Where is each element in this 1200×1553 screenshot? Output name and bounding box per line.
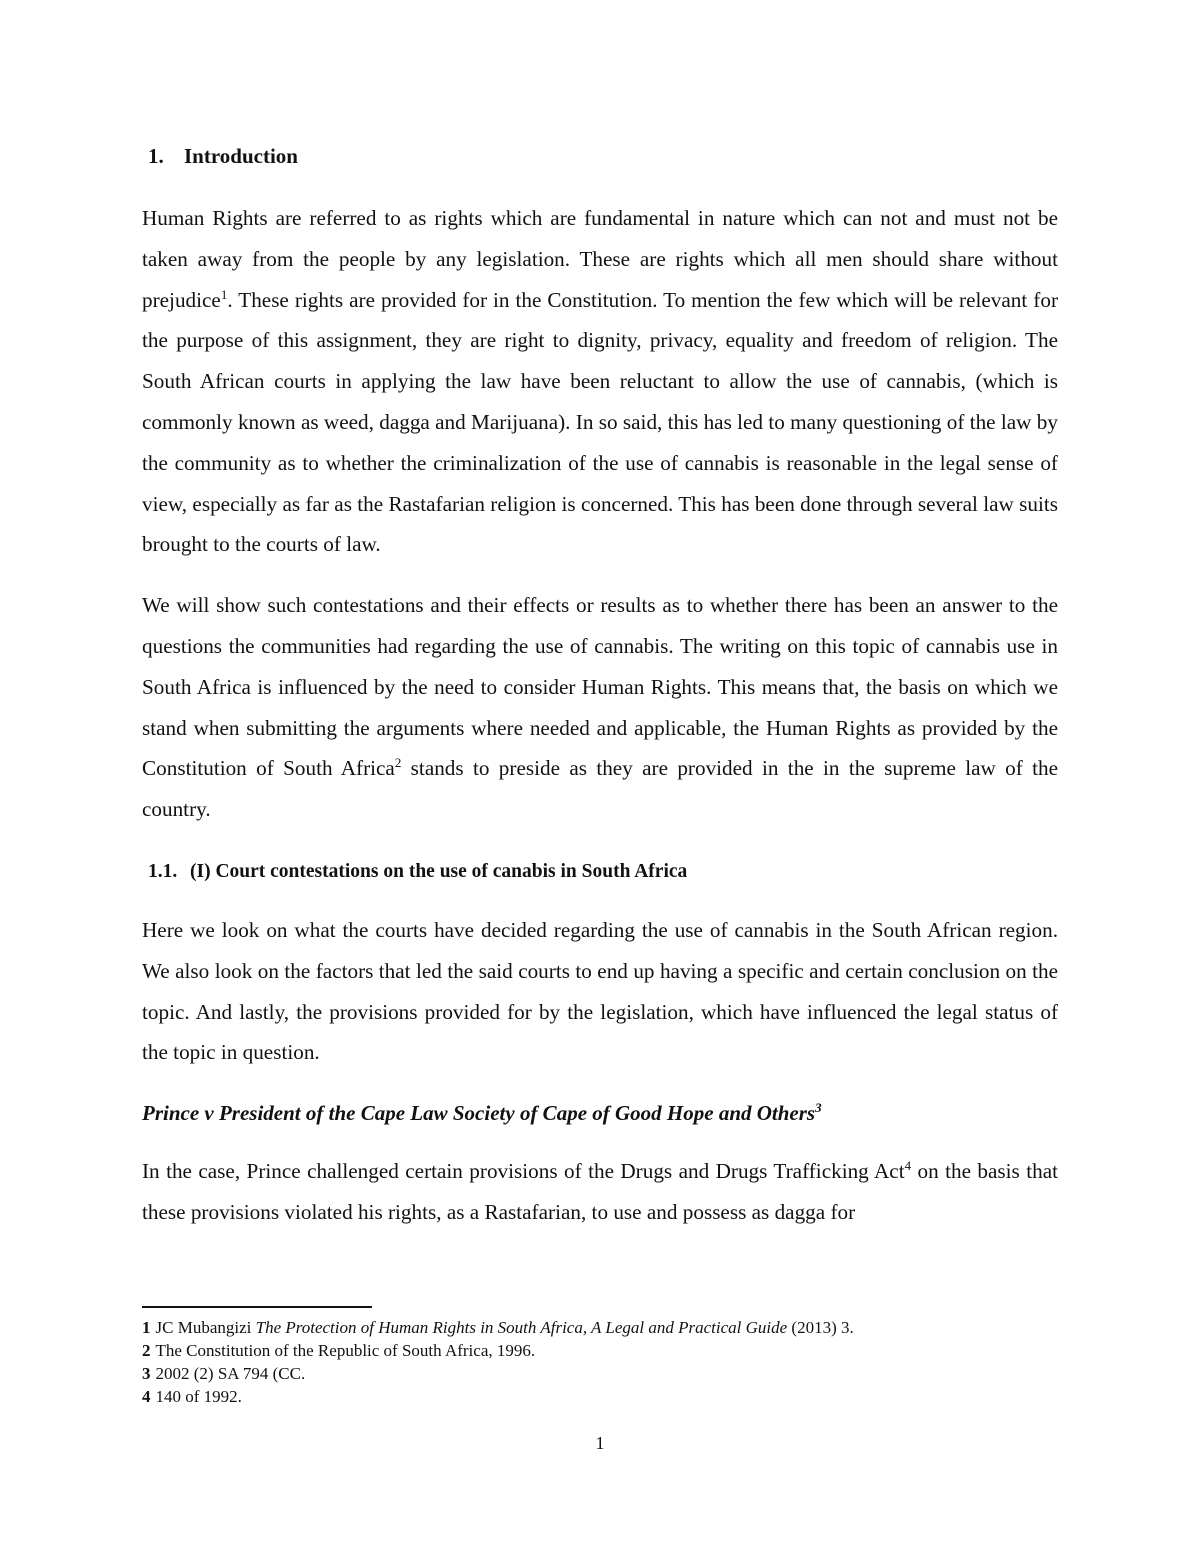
footnote-ref-2[interactable]: 2 bbox=[394, 755, 402, 771]
footnotes bbox=[142, 1306, 1058, 1408]
second-paragraph bbox=[142, 585, 1058, 830]
footnote-4 bbox=[142, 1385, 1058, 1408]
footnote-separator bbox=[142, 1306, 372, 1308]
footnote-text-end: (2013) 3. bbox=[787, 1318, 854, 1337]
subsection-number: 1.1. bbox=[148, 860, 178, 882]
third-paragraph: Here we look on what the courts have decided regarding the use of cannabis in the South African region. We also look on the factors that led the said courts to end up having a specific and certain conclusion on the topic. And lastly, the provisions provided for by the legislation, which have influenced the legal status of the topic in question. bbox=[142, 917, 1058, 1065]
intro-text-part2: . These rights are provided for in the Constitution. To mention the few which will be relevant for the purpose of this assignment, they are right to dignity, privacy, equality and freedom of religion. The South African courts in applying the law have been reluctant to allow the use of cannabis, (which is commonly known as weed, dagga and Marijuana). In so said, this has led to many questioning of the law by the community as to whether the criminalization of the use of cannabis is reasonable in the legal sense of view, especially as far as the Rastafarian religion is concerned. This has been done through several law suits brought to the courts of law. bbox=[142, 287, 1058, 557]
subsection-heading bbox=[148, 854, 1058, 890]
intro-text-part1: Human Rights are referred to as rights which are fundamental in nature which can not and must not be taken away from the people by any legislation. These are rights which all men should share without prejudice bbox=[142, 206, 1058, 312]
intro-paragraph bbox=[142, 198, 1058, 565]
footnote-italic-title: The Protection of Human Rights in South Africa, A Legal and Practical Guide bbox=[255, 1318, 788, 1337]
case-title-text: Prince v President of the Cape Law Society of Cape of Good Hope and Others bbox=[142, 1101, 816, 1126]
footnote-number: 4 bbox=[142, 1387, 151, 1406]
subsection-title: (I) Court contestations on the use of canabis in South Africa bbox=[190, 860, 688, 882]
section-title: Introduction bbox=[184, 144, 298, 168]
footnote-text: The Constitution of the Republic of South Africa, 1996. bbox=[155, 1341, 536, 1360]
second-text-part1: We will show such contestations and their effects or results as to whether there has been an answer to the questions the communities had regarding the use of cannabis. The writing on this topic of cannabis use in South Africa is influenced by the need to consider Human Rights. This means that, the basis on which we stand when submitting the arguments where needed and applicable, the Human Rights as provided by the Constitution of South Africa bbox=[142, 593, 1058, 781]
fourth-text-part2: on the basis that these provisions violated his rights, as a Rastafarian, to use and possess as dagga for bbox=[142, 1159, 1058, 1224]
footnote-ref-4[interactable]: 4 bbox=[904, 1158, 912, 1174]
case-title bbox=[142, 1095, 1058, 1131]
section-number: 1. bbox=[148, 144, 164, 168]
page-number: 1 bbox=[595, 1433, 605, 1453]
second-text-part2: stands to preside as they are provided in the in the supreme law of the country. bbox=[142, 756, 1058, 822]
document-body bbox=[142, 138, 1058, 1253]
footnote-1 bbox=[142, 1316, 1058, 1339]
footnote-ref-3[interactable]: 3 bbox=[815, 1100, 822, 1116]
footnote-number: 1 bbox=[142, 1318, 151, 1337]
fourth-paragraph bbox=[142, 1151, 1058, 1233]
footnote-3 bbox=[142, 1362, 1058, 1385]
footnote-ref-1[interactable]: 1 bbox=[220, 286, 228, 302]
section-heading-introduction bbox=[148, 138, 1058, 174]
footnote-2 bbox=[142, 1339, 1058, 1362]
footnote-number: 2 bbox=[142, 1341, 151, 1360]
footnote-text: 2002 (2) SA 794 (CC. bbox=[155, 1364, 306, 1383]
footnote-number: 3 bbox=[142, 1364, 151, 1383]
footnote-text: 140 of 1992. bbox=[155, 1387, 242, 1406]
footnote-text: JC Mubangizi bbox=[155, 1318, 256, 1337]
fourth-text-part1: In the case, Prince challenged certain provisions of the Drugs and Drugs Trafficking Act bbox=[142, 1159, 905, 1184]
